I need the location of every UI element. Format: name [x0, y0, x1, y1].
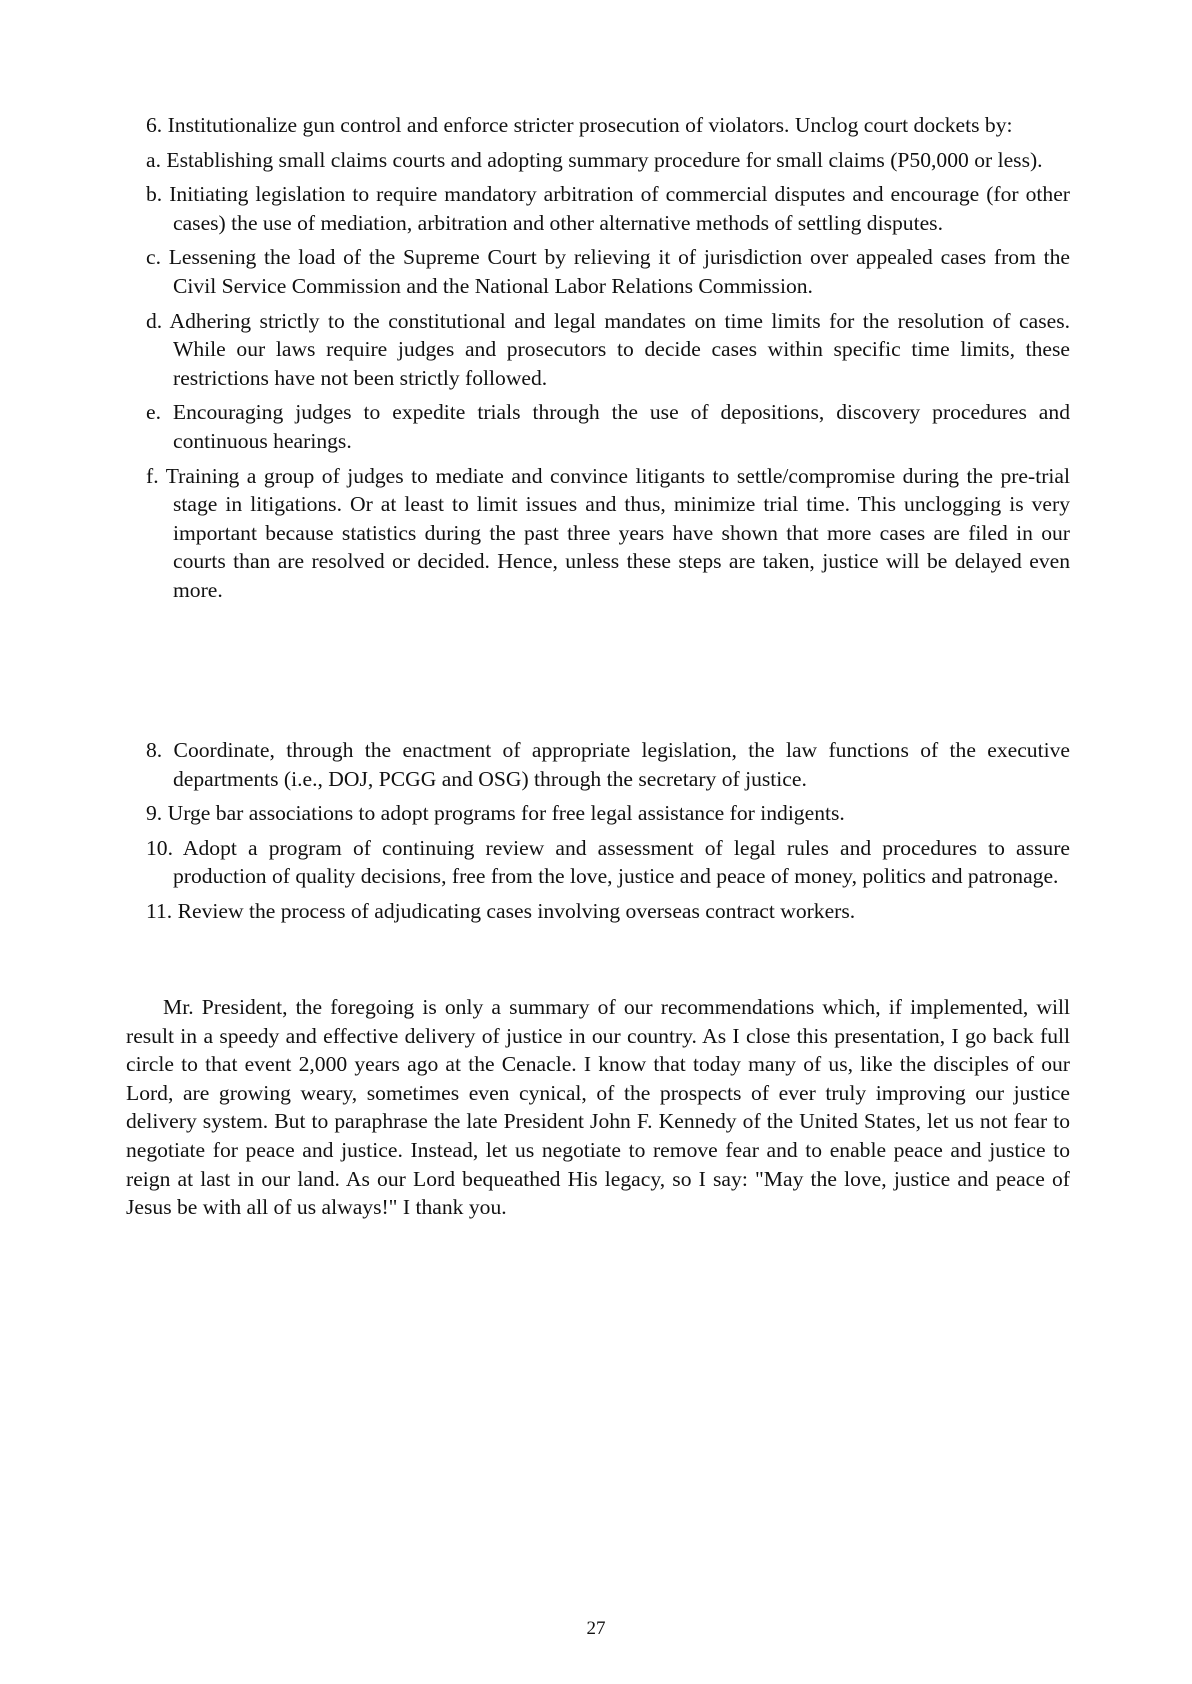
- list-item-6a: a. Establishing small claims courts and adopting summary procedure for small claims (P50,000 or less).: [146, 147, 1043, 172]
- list-item-8: 8. Coordinate, through the enactment of appropriate legislation, the law functions of the executive departments (i.e., DOJ, PCGG and OSG) through the secretary of justice.: [146, 738, 1070, 791]
- closing-paragraph: Mr. President, the foregoing is only a summary of our recommendations which, if implemented, will result in a speedy and effective delivery of justice in our country. As I close this presentation, I go back full circle to that event 2,000 years ago at the Cenacle. I know that today many of us, like the disciples of our Lord, are growing weary, sometimes even cynical, of the prospects of ever truly improving our justice delivery system. But to paraphrase the late President John F. Kennedy of the United States, let us not fear to negotiate for peace and justice. Instead, let us negotiate to remove fear and to enable peace and justice to reign at last in our land. As our Lord bequeathed His legacy, so I say: "May the love, justice and peace of Jesus be with all of us always!" I thank you.: [126, 995, 1070, 1220]
- list-item-11: 11. Review the process of adjudicating cases involving overseas contract workers.: [146, 898, 856, 923]
- page-number: 27: [586, 1618, 606, 1639]
- list-item-6: 6. Institutionalize gun control and enforce stricter prosecution of violators. Unclog court dockets by:: [146, 113, 1013, 137]
- list-item-6e: e. Encouraging judges to expedite trials through the use of depositions, discovery procedures and continuous hearings.: [146, 400, 1070, 453]
- list-item-6f: f. Training a group of judges to mediate and convince litigants to settle/compromise during the pre-trial stage in litigations. Or at least to limit issues and thus, minimize trial time. This unclogging is very important because statistics during the past three years have shown that more cases are filed in our courts than are resolved or decided. Hence, unless these steps are taken, justice will be delayed even more.: [146, 463, 1070, 602]
- list-item-6d: d. Adhering strictly to the constitutional and legal mandates on time limits for the resolution of cases. While our laws require judges and prosecutors to decide cases within specific time limits, these restrictions have not been strictly followed.: [146, 308, 1070, 390]
- list-item-6b: b. Initiating legislation to require mandatory arbitration of commercial disputes and encourage (for other cases) the use of mediation, arbitration and other alternative methods of settling disputes.: [146, 182, 1070, 235]
- list-item-10: 10. Adopt a program of continuing review and assessment of legal rules and procedures to assure production of quality decisions, free from the love, justice and peace of money, politics and patronage.: [146, 835, 1070, 889]
- list-item-9: 9. Urge bar associations to adopt programs for free legal assistance for indigents.: [146, 801, 845, 826]
- recommendations-list-part-1: [146, 111, 1070, 611]
- recommendations-list-part-2: [146, 736, 1070, 932]
- list-item-6c: c. Lessening the load of the Supreme Court by relieving it of jurisdiction over appealed cases from the Civil Service Commission and the National Labor Relations Commission.: [146, 245, 1070, 298]
